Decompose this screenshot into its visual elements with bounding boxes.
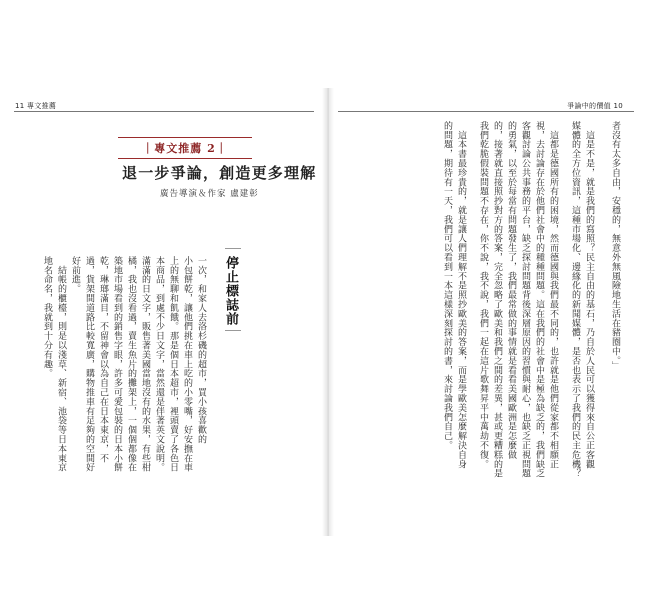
right-body-column: 媒體的全方位資訊，這種市場化、邊緣化的新聞媒體，是否也表示了我們的民主危機？ [570, 121, 580, 479]
left-body-column: 乾，琳瑯滿目，不留神會以為自己在日本東京，不 [98, 256, 108, 463]
right-body-column: 我們乾脆假裝問題不存在，你不說，我不說，我們一起在這片歌舞昇平中萬劫不復。 [478, 121, 488, 469]
essay-title: 停止標誌前 [223, 256, 238, 326]
title-top-rule [225, 248, 241, 249]
left-header-rule [14, 111, 314, 112]
left-body-column: 地名命名，我就到十分有趣。 [42, 256, 52, 379]
left-body-column: 結帳的櫃檯，則是以淺草、新宿、池袋等日本東京 [56, 256, 66, 473]
author-byline: 廣告導演＆作家 盧建彰 [160, 189, 259, 199]
right-body-column: 的問題，期待有一天，我們可以看到一本這樣深刻探討的書，來討論我們自己。 [442, 121, 452, 450]
right-running-head: 爭論中的價值 10 [567, 102, 623, 110]
article-title: 退一步爭論，創造更多理解 [122, 164, 317, 182]
right-body-column: 者沒有太多自由，安穩的，無意外無風險地生活在豬圈中。」 [610, 121, 620, 371]
left-body-column: 橘，我也沒看過，賣生魚片的攤架上，一個個都像在 [126, 256, 136, 473]
right-body-column: 這都是德國所有的困境，然而德國與我們最不同的，也許就是他們從家都不相願正 [548, 121, 558, 469]
left-body-column: 過，貨架間道路比較寬廣，購物推車有足夠的空間好 [84, 256, 94, 473]
left-body-column: 本商品，到處不少日文字，當然還是伴著英文說明。 [154, 256, 164, 473]
right-body-column: 這本書最珍貴的，就是讓人們理解不是照抄歐美的答案，而是學歐美怎麼解決自身 [456, 121, 466, 469]
left-body-column: 築地市場看到的銷售字眼，許多可愛包裝的日本小餅 [112, 256, 122, 473]
title-bottom-rule [225, 330, 241, 331]
right-body-column: 的，接著就直接照抄對方的答案，完全忽略了歐美和我們之間的差異，甚或更糟糕的是 [492, 121, 502, 479]
left-body-column: 小包餅乾，讓他們挑在車上吃的小零嘴，好安撫在車 [182, 256, 192, 473]
left-body-column: 一次，和家人去洛杉磯的超市，買小孩喜歡的 [196, 256, 206, 444]
right-page [327, 92, 655, 532]
right-body-column: 客觀討論公共事務的平台，缺乏探討問題背後深層原因的習慣與耐心，也缺乏正視問題 [520, 121, 530, 479]
left-body-column: 上的無聊和飢餓。那是個日本超市，裡頭賣了各色日 [168, 256, 178, 473]
right-body-column: 這是不是，就是我們的寫照？民主自由的基石，乃自於人民可以獲得來自公正客觀 [584, 121, 594, 469]
left-running-head: 11 專文推薦 [15, 102, 57, 110]
right-body-column: 的勇氣，以至於每當有問題發生了，我們最常做的事情就是看看美國歐洲是怎麼做 [506, 121, 516, 460]
right-header-rule [338, 111, 634, 112]
left-body-column: 好前進。 [70, 256, 80, 294]
section-label: ｜專文推薦 2｜ [118, 137, 252, 159]
left-body-column: 滿滿的日文字，販售著美國當地沒有的水果，有些柑 [140, 256, 150, 473]
book-spine-shadow [322, 88, 334, 536]
right-body-column: 視，去討論存在於他們社會中的種種問題。這在我們的社會中是極為缺乏的，我們缺乏 [534, 121, 544, 479]
